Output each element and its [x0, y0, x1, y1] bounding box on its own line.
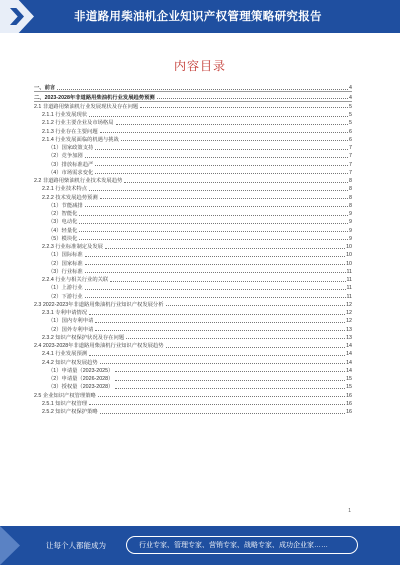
footer-slogan: 让每个人都能成为	[46, 541, 106, 550]
toc-entry[interactable]	[34, 234, 352, 242]
table-of-contents	[34, 83, 352, 415]
header-bar	[0, 0, 400, 33]
toc-entry[interactable]	[34, 407, 352, 415]
toc-entry[interactable]	[34, 382, 352, 390]
toc-leader-dots	[89, 404, 345, 405]
toc-entry-title: 2.4 2023-2028年非道路用柴油机行业知识产权发展趋势	[34, 343, 164, 349]
toc-entry-title: （1）国内专利申请	[48, 318, 94, 325]
toc-entry-title: （4）市场需求变化	[48, 169, 94, 176]
toc-entry-title: （2）申请量（2026-2028）	[48, 376, 114, 382]
toc-entry-title: 2.4.2 知识产权发展趋势	[42, 359, 98, 366]
toc-leader-dots	[85, 206, 348, 207]
toc-leader-dots	[115, 388, 345, 389]
toc-entry[interactable]	[34, 159, 352, 167]
toc-entry[interactable]	[34, 201, 352, 209]
toc-leader-dots	[79, 223, 348, 224]
toc-entry-page: 13	[346, 334, 352, 341]
toc-entry[interactable]	[34, 184, 352, 192]
toc-leader-dots	[166, 347, 346, 348]
toc-entry-title: 2.1.1 行业发展现状	[42, 112, 88, 118]
toc-entry-page: 15	[346, 384, 352, 391]
toc-entry-title: （1）申请量（2023-2025）	[48, 367, 114, 374]
toc-leader-dots	[79, 215, 348, 216]
toc-entry[interactable]	[34, 118, 352, 126]
toc-entry-page: 7	[349, 145, 352, 151]
toc-entry-page: 12	[346, 318, 352, 325]
toc-leader-dots	[95, 173, 348, 174]
toc-entry[interactable]	[34, 275, 352, 283]
toc-entry-page: 8	[349, 202, 352, 209]
toc-entry-title: 2.2.4 行业与相关行业的关联	[42, 277, 109, 283]
toc-entry[interactable]	[34, 250, 352, 258]
toc-entry-title: （1）国家政策支持	[48, 145, 94, 151]
toc-leader-dots	[98, 396, 345, 397]
toc-entry[interactable]	[34, 126, 352, 134]
footer-roles-pill	[126, 536, 358, 554]
toc-entry[interactable]	[34, 341, 352, 349]
toc-entry-page: 10	[346, 244, 352, 250]
toc-leader-dots	[116, 124, 349, 125]
toc-entry-page: 11	[346, 293, 352, 300]
toc-entry-title: （5）模块化	[48, 235, 78, 242]
toc-leader-dots	[85, 256, 345, 257]
toc-entry[interactable]	[34, 283, 352, 291]
toc-entry-page: 16	[346, 400, 352, 407]
toc-entry[interactable]	[34, 151, 352, 159]
toc-leader-dots	[166, 305, 346, 306]
toc-entry[interactable]	[34, 102, 352, 110]
toc-entry-title: （2）国外专利申请	[48, 326, 94, 333]
toc-entry-title: 二、2023-2028年非道路用柴油机行业发展趋势预测	[34, 94, 155, 101]
toc-entry-page: 11	[346, 285, 352, 292]
toc-entry-title: 一、前言	[34, 85, 56, 92]
toc-entry[interactable]	[34, 374, 352, 382]
toc-entry[interactable]	[34, 176, 352, 184]
toc-entry-page: 7	[349, 153, 352, 160]
toc-entry[interactable]	[34, 192, 352, 200]
toc-entry-page: 14	[346, 351, 352, 358]
toc-entry-page: 15	[346, 376, 352, 382]
toc-entry-title: （1）节能减排	[48, 202, 83, 209]
toc-entry-page: 11	[346, 277, 352, 283]
toc-leader-dots	[115, 371, 345, 372]
toc-entry-page: 9	[349, 219, 352, 226]
toc-leader-dots	[140, 107, 348, 108]
toc-entry-title: （4）轻量化	[48, 227, 78, 234]
toc-leader-dots	[85, 289, 346, 290]
toc-entry[interactable]	[34, 209, 352, 217]
toc-entry-page: 10	[346, 252, 352, 259]
toc-entry-title: （2）国家标准	[48, 260, 83, 267]
toc-entry-page: 11	[346, 268, 352, 275]
toc-entry[interactable]	[34, 225, 352, 233]
toc-entry[interactable]	[34, 324, 352, 332]
toc-entry[interactable]	[34, 242, 352, 250]
toc-entry[interactable]	[34, 135, 352, 143]
toc-leader-dots	[100, 198, 348, 199]
toc-leader-dots	[105, 248, 345, 249]
toc-leader-dots	[89, 190, 348, 191]
toc-entry-title: （2）竞争加剧	[48, 153, 83, 160]
toc-leader-dots	[121, 140, 348, 141]
toc-leader-dots	[89, 116, 348, 117]
toc-leader-dots	[79, 239, 348, 240]
toc-leader-dots	[100, 132, 348, 133]
toc-leader-dots	[85, 157, 348, 158]
toc-entry-page: 16	[346, 392, 352, 399]
toc-entry[interactable]	[34, 349, 352, 357]
toc-entry[interactable]	[34, 316, 352, 324]
toc-entry-page: 14	[346, 367, 352, 374]
toc-entry-title: （1）国际标准	[48, 252, 83, 259]
toc-heading: 内容目录	[173, 59, 226, 73]
toc-entry[interactable]	[34, 357, 352, 365]
toc-entry-title: 2.3.1 专利申请情况	[42, 310, 88, 316]
toc-entry-title: 2.1.2 行业主要企业及市场格局	[42, 120, 114, 127]
toc-entry-page: 9	[349, 235, 352, 242]
toc-entry-page: 13	[346, 326, 352, 333]
toc-entry-title: 2.5.2 知识产权保护策略	[42, 409, 98, 415]
toc-entry-page: 10	[346, 260, 352, 267]
toc-entry-page: 6	[349, 128, 352, 135]
toc-entry[interactable]	[34, 83, 352, 92]
toc-entry[interactable]	[34, 92, 352, 101]
toc-entry-title: 2.3 2022-2023年非道路用柴油机行业知识产权发展分析	[34, 301, 164, 308]
toc-entry-page: 9	[349, 227, 352, 234]
toc-entry-page: 14	[346, 343, 352, 349]
toc-entry[interactable]	[34, 399, 352, 407]
toc-entry-page: 12	[346, 310, 352, 316]
toc-entry-page: 14	[346, 359, 352, 366]
toc-leader-dots	[95, 322, 345, 323]
toc-leader-dots	[85, 297, 346, 298]
toc-entry[interactable]	[34, 110, 352, 118]
toc-leader-dots	[95, 330, 345, 331]
toc-entry-title: 2.5.1 知识产权管理	[42, 400, 88, 407]
toc-entry-title: 2.5 企业知识产权管理策略	[34, 392, 96, 399]
toc-entry-title: （3）电动化	[48, 219, 78, 226]
toc-entry[interactable]	[34, 308, 352, 316]
toc-entry-title: （3）排放标准趋严	[48, 161, 94, 168]
toc-entry[interactable]	[34, 333, 352, 341]
toc-entry[interactable]	[34, 300, 352, 308]
toc-entry[interactable]	[34, 390, 352, 398]
toc-entry-title: 2.1.3 行业存在主要问题	[42, 128, 98, 135]
report-title: 非道路用柴油机企业知识产权管理策略研究报告	[74, 11, 322, 23]
toc-leader-dots	[57, 89, 348, 90]
toc-leader-dots	[95, 165, 348, 166]
toc-leader-dots	[89, 314, 345, 315]
toc-entry-title: （2）智能化	[48, 211, 78, 217]
toc-entry-page: 5	[349, 103, 352, 110]
toc-entry-title: （1）上游行业	[48, 285, 83, 292]
toc-entry-title: 2.1.4 行业发展面临的机遇与挑战	[42, 136, 119, 143]
toc-entry-page: 4	[349, 85, 352, 92]
toc-entry-page: 7	[349, 169, 352, 176]
toc-entry[interactable]	[34, 291, 352, 299]
toc-entry-title: （2）下游行业	[48, 293, 83, 300]
toc-entry-page: 4	[349, 94, 352, 101]
toc-entry-title: 2.3.2 知识产权保护状况及存在问题	[42, 334, 125, 341]
toc-leader-dots	[157, 98, 348, 99]
toc-entry-page: 8	[349, 194, 352, 201]
toc-leader-dots	[79, 231, 348, 232]
toc-entry-page: 9	[349, 211, 352, 217]
toc-entry-page: 8	[349, 186, 352, 193]
toc-leader-dots	[100, 413, 345, 414]
toc-entry-page: 5	[349, 120, 352, 127]
corner-decoration	[0, 526, 20, 565]
toc-leader-dots	[126, 338, 345, 339]
toc-entry[interactable]	[34, 366, 352, 374]
toc-leader-dots	[85, 264, 345, 265]
toc-entry[interactable]	[34, 258, 352, 266]
toc-entry-title: 2.2.2 技术发展趋势预测	[42, 194, 98, 201]
toc-entry-page: 12	[346, 301, 352, 308]
toc-entry-title: （3）行业标准	[48, 268, 83, 275]
toc-entry-page: 16	[346, 409, 352, 415]
page-number: 1	[348, 508, 351, 514]
toc-entry[interactable]	[34, 217, 352, 225]
footer-roles-text: 行业专家、管理专家、营销专家、战略专家、成功企业家……	[139, 542, 328, 549]
toc-entry-title: 2.1 非道路用柴油机行业发展现状及存在问题	[34, 103, 139, 110]
toc-leader-dots	[110, 281, 345, 282]
toc-entry-page: 7	[349, 161, 352, 168]
toc-entry-page: 5	[349, 112, 352, 118]
toc-entry-title: 2.2.1 行业技术特点	[42, 186, 88, 193]
toc-leader-dots	[95, 149, 348, 150]
chevron-decoration	[0, 0, 34, 33]
toc-entry[interactable]	[34, 143, 352, 151]
toc-entry-title: （3）授权量（2023-2028）	[48, 384, 114, 391]
toc-leader-dots	[100, 363, 345, 364]
footer-bar	[0, 526, 400, 565]
toc-leader-dots	[89, 355, 345, 356]
toc-entry[interactable]	[34, 168, 352, 176]
toc-entry-title: 2.2 非道路用柴油机行业技术发展趋势	[34, 178, 123, 184]
toc-leader-dots	[85, 272, 346, 273]
toc-entry-title: 2.2.3 行业标准制定及发展	[42, 244, 103, 250]
toc-leader-dots	[115, 380, 345, 381]
toc-leader-dots	[124, 182, 348, 183]
toc-entry[interactable]	[34, 267, 352, 275]
toc-entry-title: 2.4.1 行业发展预测	[42, 351, 88, 358]
toc-entry-page: 6	[349, 136, 352, 143]
toc-entry-page: 8	[349, 178, 352, 184]
